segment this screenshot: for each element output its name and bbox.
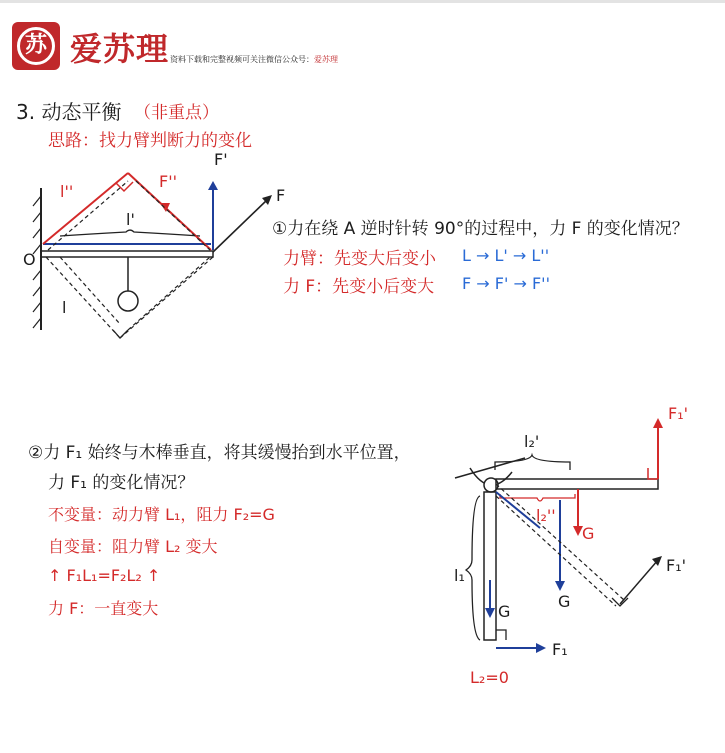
q2-result: 力 F：一直变大 <box>48 599 159 618</box>
label-l-prime: l' <box>126 210 135 229</box>
label-G-red: G <box>582 524 595 543</box>
q2-relation: ↑ F₁L₁=F₂L₂ ↑ <box>48 566 161 585</box>
brace-l1 <box>466 496 480 640</box>
q1-arm: 力臂：先变大后变小 <box>283 249 436 269</box>
force-F1-bottom-arrow <box>536 643 546 653</box>
label-F-prime: F' <box>214 150 228 169</box>
q1-force-seq: F → F' → F'' <box>462 274 550 293</box>
label-l-double: l'' <box>60 182 74 201</box>
label-O: O <box>23 250 36 269</box>
label-l2-prime: l₂' <box>524 432 540 451</box>
label-G-left: G <box>498 602 511 621</box>
logo-char: 苏 <box>24 33 47 58</box>
brand-name: 爱苏理 <box>70 30 170 68</box>
brace-l2-prime <box>495 455 570 470</box>
force-G-mid-arrow <box>555 581 565 591</box>
label-l2-zero: L₂=0 <box>470 668 509 687</box>
force-F1-right <box>620 560 658 604</box>
right-angle-diag <box>612 598 628 606</box>
label-G-mid: G <box>558 592 571 611</box>
rod-horizontal <box>496 479 658 489</box>
label-l2-double: l₂'' <box>536 506 556 525</box>
right-angle-bottom <box>496 630 506 640</box>
label-F1-top: F₁' <box>668 404 689 423</box>
force-F1-top-arrow <box>653 418 663 428</box>
force-G-left-arrow <box>485 608 495 618</box>
brace-l2-double <box>500 494 575 501</box>
section-idea: 思路：找力臂判断力的变化 <box>48 131 252 151</box>
label-F1-bottom: F₁ <box>552 640 568 659</box>
label-l: l <box>62 298 67 317</box>
q1-question: ①力在绕 A 逆时针转 90°的过程中，力 F 的变化情况？ <box>272 219 689 239</box>
q2-invariant: 不变量：动力臂 L₁，阻力 F₂=G <box>48 505 275 524</box>
q1-force: 力 F：先变小后变大 <box>283 277 435 297</box>
section-heading: 3. 动态平衡 <box>16 100 122 124</box>
label-F: F <box>276 186 286 205</box>
label-l1: l₁ <box>454 566 465 585</box>
q2-line1: ②力 F₁ 始终与木棒垂直，将其缓慢抬到水平位置， <box>28 443 411 463</box>
header-note-prefix: 资料下载和完整视频可关注微信公众号： <box>170 55 314 64</box>
right-angle-red-2 <box>648 468 658 479</box>
q1-arm-seq: L → L' → L'' <box>462 246 550 265</box>
section-heading-note: （非重点） <box>134 103 219 123</box>
label-F1-right: F₁' <box>666 556 687 575</box>
label-F-double: F'' <box>159 172 177 191</box>
q2-variant: 自变量：阻力臂 L₂ 变大 <box>48 537 218 556</box>
rod-diagonal-b <box>496 496 616 606</box>
q2-line2: 力 F₁ 的变化情况？ <box>48 473 195 493</box>
header-note-account: 爱苏理 <box>314 55 338 64</box>
